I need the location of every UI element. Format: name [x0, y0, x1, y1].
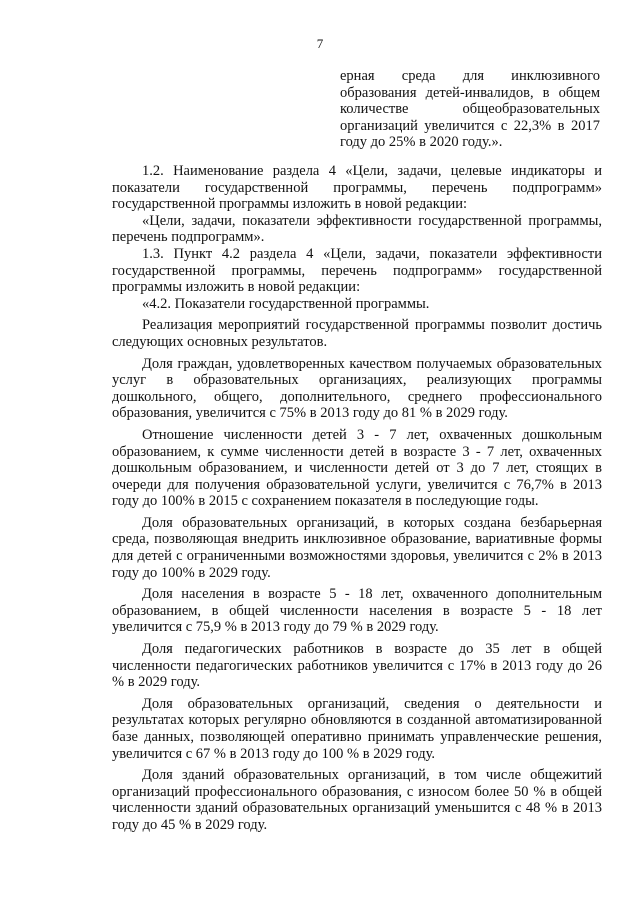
paragraph-results-intro: Реализация мероприятий государственной программы позволит достичь следующих основных результатов.: [112, 317, 602, 350]
paragraph-preschool-coverage: Отношение численности детей 3 - 7 лет, охваченных дошкольным образованием, к сумме численности детей в возрасте 3 - 7 лет, охваченных дошкольным образованием, и численности детей от 3 до 7 лет, стоящих в очереди для получения образовательной услуги, увеличится с 76,7% в 2013 году до 100% в 2015 с сохранением показателя в последующие годы.: [112, 426, 602, 510]
paragraph-new-title: «Цели, задачи, показатели эффективности государственной программы, перечень подпрограмм».: [112, 212, 602, 246]
paragraph-1-3: 1.3. Пункт 4.2 раздела 4 «Цели, задачи, показатели эффективности государственной программы, перечень подпрограмм» государственной программы изложить в новой редакции:: [112, 245, 602, 296]
paragraph-barrier-free: Доля образовательных организаций, в которых создана безбарьерная среда, позволяющая внедрить инклюзивное образование, вариативные формы для детей с ограниченными возможностями здоровья, увеличится с 2% в 2013 году до 100% в 2029 году.: [112, 514, 602, 581]
continuation-text: ерная среда для инклюзивного образования детей-инвалидов, в общем количестве общеобразовательных организаций увеличится с 22,3% в 2017 году до 25% в 2020 году.».: [340, 68, 600, 150]
paragraph-4-2-heading: «4.2. Показатели государственной программы.: [142, 295, 430, 312]
paragraph-citizens-satisfaction: Доля граждан, удовлетворенных качеством получаемых образовательных услуг в образовательных организациях, реализующих программы дошкольного, общего, дополнительного, среднего профессионального образования, увеличится с 75% в 2013 году до 81 % в 2029 году.: [112, 355, 602, 422]
page-number: 7: [316, 36, 324, 51]
paragraph-1-2: 1.2. Наименование раздела 4 «Цели, задачи, целевые индикаторы и показатели государственной программы, перечень подпрограмм» государственной программы изложить в новой редакции:: [112, 163, 602, 213]
document-body: [112, 163, 602, 834]
paragraph-young-teachers: Доля педагогических работников в возрасте до 35 лет в общей численности педагогических работников увеличится с 17% в 2013 году до 26 % в 2029 году.: [112, 641, 602, 691]
paragraph-buildings-wear: Доля зданий образовательных организаций, в том числе общежитий организаций профессионального образования, с износом более 50 % в общей численности зданий образовательных организаций уменьшится с 48 % в 2013 году до 45 % в 2029 году.: [112, 767, 602, 833]
paragraph-database: Доля образовательных организаций, сведения о деятельности и результатах которых регулярно обновляются в созданной автоматизированной базе данных, позволяющей оперативно принимать управленческие решения, увеличится с 67 % в 2013 году до 100 % в 2029 году.: [112, 695, 602, 762]
paragraph-additional-education: Доля населения в возрасте 5 - 18 лет, охваченного дополнительным образованием, в общей численности населения в возрасте 5 - 18 лет увеличится с 75,9 % в 2013 году до 79 % в 2029 году.: [112, 586, 602, 636]
